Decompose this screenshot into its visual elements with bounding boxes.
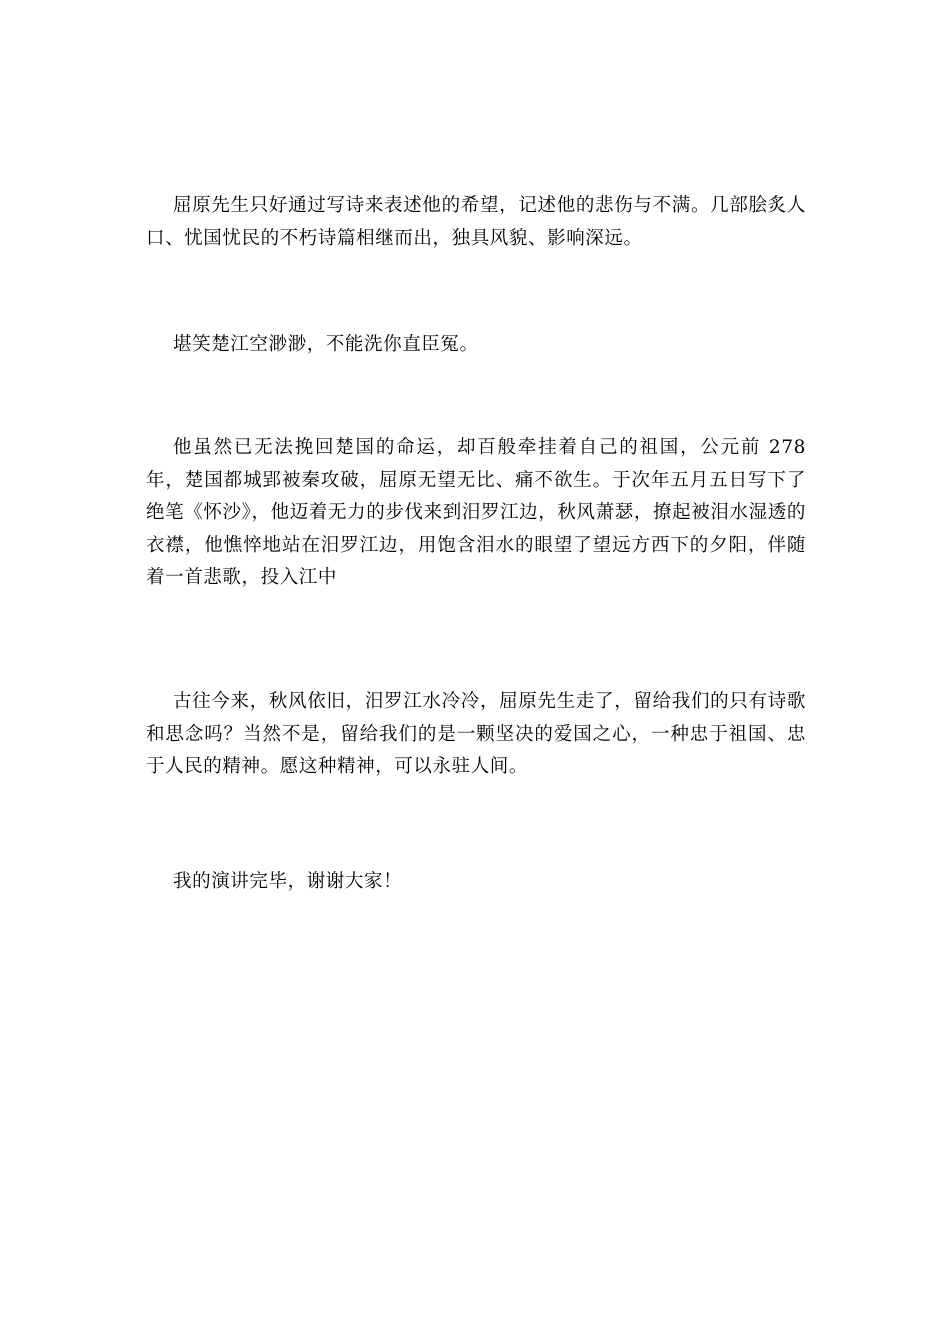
paragraph-4: 古往今来，秋风依旧，汨罗江水冷冷，屈原先生走了，留给我们的只有诗歌和思念吗？当然不是，留给我们的是一颗坚决的爱国之心，一种忠于祖国、忠于人民的精神。愿这种精神，可以永驻人间。 xyxy=(146,691,806,777)
paragraph-2: 堪笑楚江空渺渺，不能洗你直臣冤。 xyxy=(173,334,479,355)
paragraph-1: 屈原先生只好通过写诗来表述他的希望，记述他的悲伤与不满。几部脍炙人口、忧国忧民的不朽诗篇相继而出，独具风貌、影响深远。 xyxy=(146,195,806,249)
paragraph-3: 他虽然已无法挽回楚国的命运，却百般牵挂着自己的祖国，公元前 278 年，楚国都城郢被秦攻破，屈原无望无比、痛不欲生。于次年五月五日写下了绝笔《怀沙》，他迈着无力的步伐来到汨罗江边，秋风萧瑟，撩起被泪水湿透的衣襟，他憔悴地站在汨罗江边，用饱含泪水的眼望了望远方西下的夕阳，伴随着一首悲歌，投入江中 xyxy=(146,437,806,588)
paragraph-5: 我的演讲完毕，谢谢大家！ xyxy=(173,871,403,892)
